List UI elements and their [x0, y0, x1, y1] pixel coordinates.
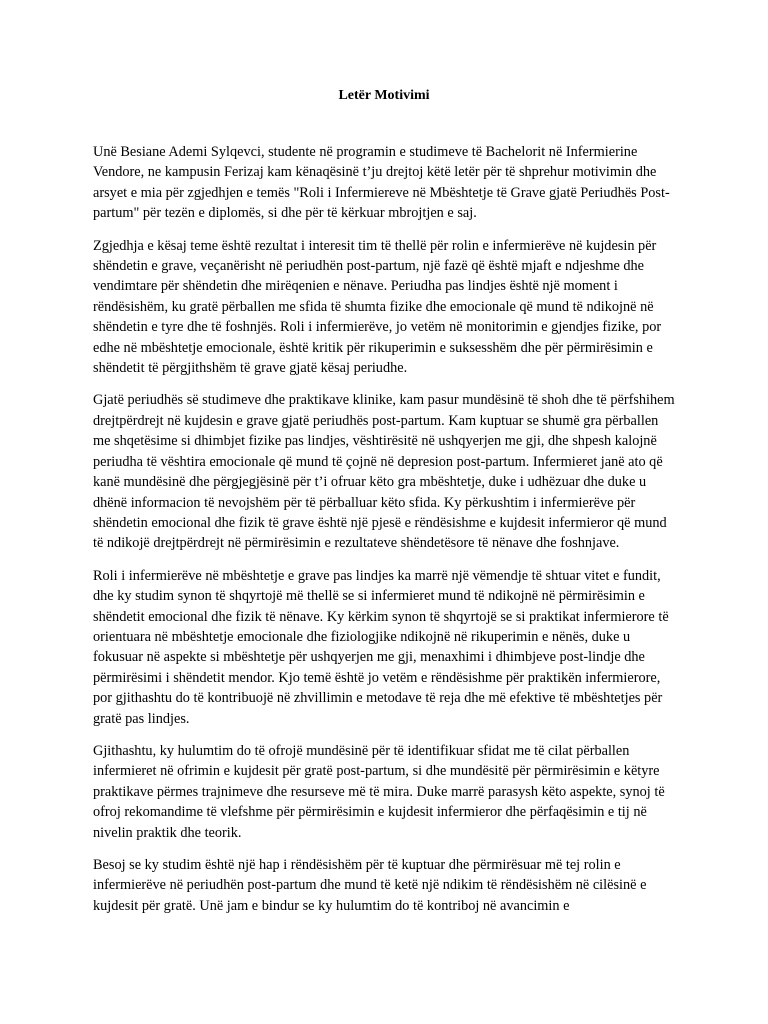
paragraph-conclusion: Besoj se ky studim është një hap i rëndësishëm për të kuptuar dhe përmirësuar më tej rolin e infermierëve në periudhën post-partum dhe mund të ketë një ndikim të rëndësishëm në cilësinë e kujdesit për gratë. Unë jam e bindur se ky hulumtim do të kontriboj në avancimin e [93, 857, 647, 914]
paragraph-clinical-experience: Gjatë periudhës së studimeve dhe praktikave klinike, kam pasur mundësinë të shoh dhe të përfshihem drejtpërdrejt në kujdesin e grave gjatë periudhës post-partum. Kam kuptuar se shumë gra përballen me shqetësime si dhimbjet fizike pas lindjes, vështirësitë në ushqyerjen me gji, dhe shpesh kalojnë periudha të vështira emocionale që mund të çojnë në depresion post-partum. Infermieret janë ato që kanë mundësinë dhe përgjegjësinë për t’i ofruar këto gra mbështetje, duke i udhëzuar dhe duke u dhënë informacion të nevojshëm për të përballuar këto sfida. Ky përkushtim i infermierëve për shëndetin emocional dhe fizik të grave është një pjesë e rëndësishme e kujdesit infermieror që mund të ndikojë drejtpërdrejt në përmirësimin e rezultateve shëndetësore të nënave dhe foshnjave. [93, 392, 675, 552]
paragraph-topic-choice: Zgjedhja e kësaj teme është rezultat i interesit tim të thellë për rolin e infermierëve në kujdesin për shëndetin e grave, veçanërisht në periudhën post-partum, një fazë që është mjaft e ndjeshme dhe vendimtare për shëndetin dhe mirëqenien e nënave. Periudha pas lindjes është një moment i rëndësishëm, ku gratë përballen me sfida të shumta fizike dhe emocionale që mund të ndikojnë në shëndetin e tyre dhe të foshnjës. Roli i infermierëve, jo vetëm në monitorimin e gjendjes fizike, por edhe në mbështetje emocionale, është kritik për rikuperimin e suksesshëm dhe për përmirësimin e shëndetit të përgjithshëm të grave gjatë kësaj periudhe. [93, 237, 662, 377]
document-title: Letër Motivimi [338, 88, 430, 103]
paragraph-challenges: Gjithashtu, ky hulumtim do të ofrojë mundësinë për të identifikuar sfidat me të cilat përballen infermieret në ofrimin e kujdesit për gratë post-partum, si dhe mundësitë për përmirësimin e këtyre praktikave përmes trajnimeve dhe resurseve më të mira. Duke marrë parasysh këto aspekte, synoj të ofroj rekomandime të vlefshme për përmirësimin e kujdesit infermieror dhe përfaqësimin e tij në nivelin praktik dhe teorik. [93, 742, 665, 841]
document-body [93, 142, 675, 928]
paragraph-intro: Unë Besiane Ademi Sylqevci, studente në programin e studimeve të Bachelorit në Infermierine Vendore, ne kampusin Ferizaj kam kënaqësinë t’ju drejtoj këtë letër për të shprehur motivimin dhe arsyet e mia për zgjedhjen e temës "Roli i Infermiereve në Mbështetje të Grave gjatë Periudhës Post-partum" për tezën e diplomës, si dhe për të kërkuar mbrojtjen e saj. [93, 144, 670, 222]
paragraph-research-aim: Roli i infermierëve në mbështetje e grave pas lindjes ka marrë një vëmendje të shtuar vitet e fundit, dhe ky studim synon të shqyrtojë më thellë se si infermieret mund të ndikojnë në përmirësimin e shëndetit emocional dhe fizik të nënave. Ky kërkim synon të shqyrtojë se si praktikat infermierore të orientuara në mbështetje emocionale dhe fiziologjike ndikojnë në rikuperimin e nënës, duke u fokusuar në aspekte si mbështetje për ushqyerjen me gji, menaxhimi i dhimbjeve post-lindje dhe përmirësimi i shëndetit mendor. Kjo temë është jo vetëm e rëndësishme për praktikën infermierore, por gjithashtu do të kontribuojë në zhvillimin e metodave të reja dhe më efektive të mbështetjes për gratë pas lindjes. [93, 567, 669, 727]
